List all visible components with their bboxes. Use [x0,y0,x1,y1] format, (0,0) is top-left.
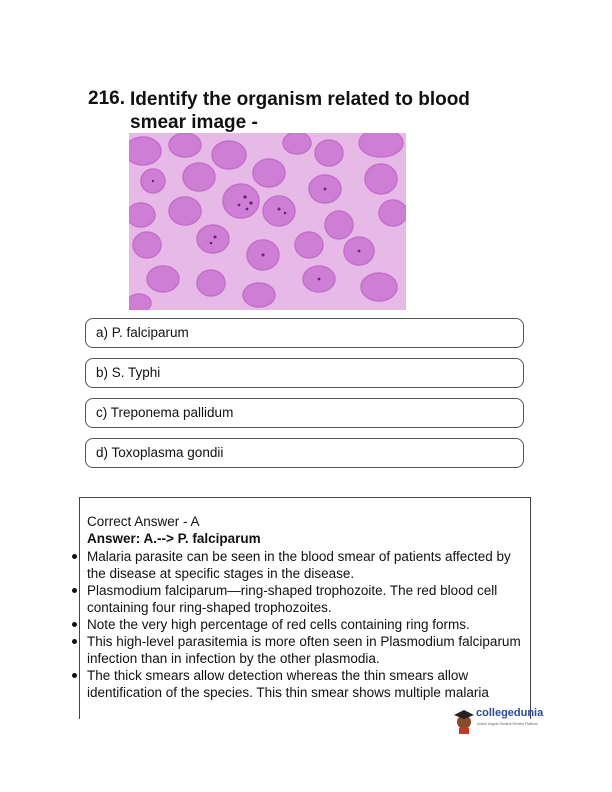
bullet-icon [72,554,77,559]
explanation-item: Note the very high percentage of red cells containing ring forms. [87,616,529,633]
bullet-icon [72,622,77,627]
option-b[interactable]: b) S. Typhi [85,358,524,388]
bullet-icon [72,639,77,644]
brand-logo: collegedunia [476,707,544,719]
bullet-icon [72,588,77,593]
bullet-icon [72,673,77,678]
blood-smear-image [129,133,406,310]
question-number: 216. [88,88,125,109]
answer-subheading: Answer: A.--> P. falciparum [87,531,261,546]
explanation-item: This high-level parasitemia is more often seen in Plasmodium falciparum infection than in infection by the other plasmodia. [87,633,529,667]
option-d[interactable]: d) Toxoplasma gondii [85,438,524,468]
correct-answer-heading: Correct Answer - A [87,514,200,529]
explanation-item: Malaria parasite can be seen in the blood smear of patients affected by the disease at specific stages in the disease. [87,548,529,582]
brand-tagline: India's largest Student Review Platform [477,722,538,726]
explanation-list [87,548,529,701]
explanation-item: The thick smears allow detection whereas the thin smears allow identification of the species. This thin smear shows multiple malaria [87,667,529,701]
option-c[interactable]: c) Treponema pallidum [85,398,524,428]
explanation-item: Plasmodium falciparum—ring-shaped trophozoite. The red blood cell containing four ring-shaped trophozoites. [87,582,529,616]
option-a[interactable]: a) P. falciparum [85,318,524,348]
question-text: Identify the organism related to blood smear image - [130,89,470,133]
